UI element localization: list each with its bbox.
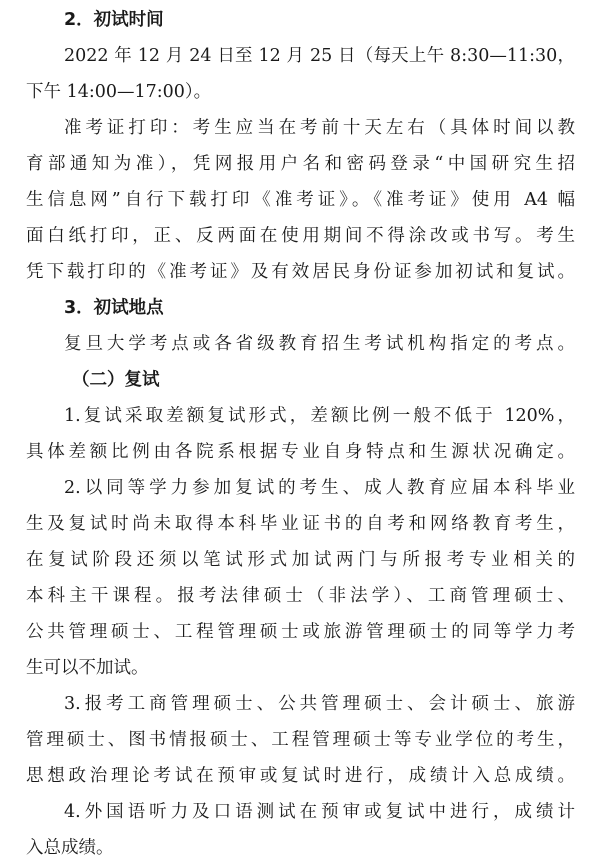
admission-ticket-line-3: 生信息网”自行下载打印《准考证》。《准考证》使用 A4 幅 — [26, 190, 575, 210]
retest-item-2-line-3: 在复试阶段还须以笔试形式加试两门与所报考专业相关的 — [26, 550, 575, 570]
retest-heading: （二）复试 — [72, 370, 160, 390]
admission-ticket-line-1: 准考证打印：考生应当在考前十天左右（具体时间以教 — [64, 118, 575, 138]
retest-item-2-line-4: 本科主干课程。报考法律硕士（非法学）、工商管理硕士、 — [26, 586, 575, 606]
section-2-heading: 2．初试时间 — [64, 10, 164, 30]
retest-item-2-line-1: 2.以同等学力参加复试的考生、成人教育应届本科毕业 — [64, 478, 575, 498]
document-page — [0, 2, 601, 862]
exam-time-line-1: 2022 年 12 月 24 日至 12 月 25 日（每天上午 8:30—11:30， — [64, 46, 575, 66]
retest-item-3-line-3: 思想政治理论考试在预审或复试时进行，成绩计入总成绩。 — [26, 766, 575, 786]
admission-ticket-line-4: 面白纸打印，正、反两面在使用期间不得涂改或书写。考生 — [26, 226, 575, 246]
retest-item-1-line-1: 1.复试采取差额复试形式，差额比例一般不低于 120%， — [64, 406, 575, 426]
retest-item-1-line-2: 具体差额比例由各院系根据专业自身特点和生源状况确定。 — [26, 442, 575, 462]
admission-ticket-line-2: 育部通知为准），凭网报用户名和密码登录“中国研究生招 — [26, 154, 575, 174]
retest-item-2-line-2: 生及复试时尚未取得本科毕业证书的自考和网络教育考生， — [26, 514, 575, 534]
retest-item-4-line-2: 入总成绩。 — [26, 838, 114, 858]
retest-item-2-line-5: 公共管理硕士、工程管理硕士或旅游管理硕士的同等学力考 — [26, 622, 575, 642]
exam-time-line-2: 下午 14:00—17:00）。 — [26, 82, 212, 102]
retest-item-4-line-1: 4.外国语听力及口语测试在预审或复试中进行，成绩计 — [64, 802, 575, 822]
exam-location-text: 复旦大学考点或各省级教育招生考试机构指定的考点。 — [64, 334, 575, 354]
admission-ticket-line-5: 凭下载打印的《准考证》及有效居民身份证参加初试和复试。 — [26, 262, 575, 282]
section-3-heading: 3．初试地点 — [64, 298, 164, 318]
retest-item-3-line-2: 管理硕士、图书情报硕士、工程管理硕士等专业学位的考生， — [26, 730, 575, 750]
retest-item-3-line-1: 3.报考工商管理硕士、公共管理硕士、会计硕士、旅游 — [64, 694, 575, 714]
retest-item-2-line-6: 生可以不加试。 — [26, 658, 149, 678]
